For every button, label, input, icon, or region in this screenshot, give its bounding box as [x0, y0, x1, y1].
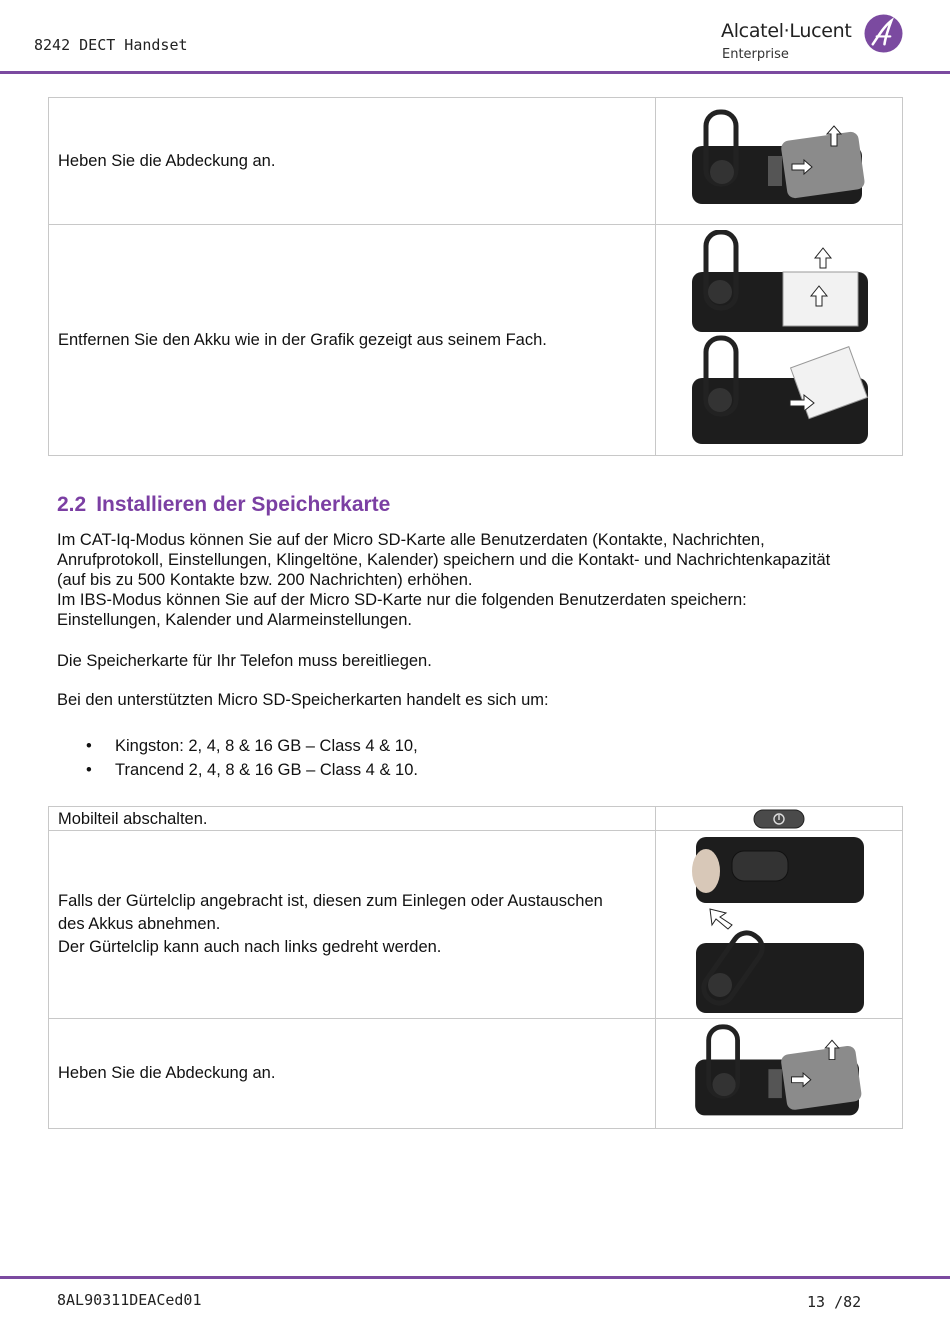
- paragraph-line: (auf bis zu 500 Kontakte bzw. 200 Nachrichten) erhöhen.: [57, 571, 473, 589]
- step-text-line: des Akkus abnehmen.: [58, 915, 221, 933]
- step-text: Heben Sie die Abdeckung an.: [49, 1019, 656, 1129]
- section-number: 2.2: [57, 493, 87, 516]
- handset-cover-lift-image: [656, 98, 903, 225]
- step-text-line: Falls der Gürtelclip angebracht ist, diesen zum Einlegen oder Austauschen: [58, 892, 603, 910]
- step-text: Entfernen Sie den Akku wie in der Grafik gezeigt aus seinem Fach.: [49, 225, 656, 456]
- steps-table-1: [48, 97, 903, 456]
- document-title: 8242 DECT Handset: [34, 36, 188, 54]
- paragraph-line: Im IBS-Modus können Sie auf der Micro SD-Karte nur die folgenden Benutzerdaten speichern:: [57, 591, 747, 609]
- list-item: [86, 737, 418, 756]
- section-paragraph-2: Die Speicherkarte für Ihr Telefon muss bereitliegen.: [57, 652, 432, 670]
- section-title: Installieren der Speicherkarte: [96, 493, 391, 516]
- list-item-text: Kingston: 2, 4, 8 & 16 GB – Class 4 & 10,: [115, 737, 418, 755]
- step-text: Heben Sie die Abdeckung an.: [49, 98, 656, 225]
- page-number: 13 /82: [807, 1293, 862, 1311]
- bullet-icon: •: [86, 761, 92, 779]
- step-text: Mobilteil abschalten.: [49, 807, 656, 831]
- list-item-text: Trancend 2, 4, 8 & 16 GB – Class 4 & 10.: [115, 761, 418, 779]
- footer-rule: [0, 1276, 950, 1279]
- step-text-line: Der Gürtelclip kann auch nach links gedreht werden.: [58, 938, 442, 956]
- page-header: [0, 0, 950, 75]
- section-heading: [57, 493, 390, 517]
- table-row: [49, 1019, 903, 1129]
- alcatel-lucent-logo-icon: [864, 14, 903, 53]
- table-row: [49, 225, 903, 456]
- belt-clip-removal-image: [656, 831, 903, 1019]
- brand-name: Alcatel·Lucent: [721, 20, 852, 42]
- section-paragraph-3: Bei den unterstützten Micro SD-Speicherkarten handelt es sich um:: [57, 691, 549, 709]
- step-text: [49, 831, 656, 1019]
- steps-table-2: [48, 806, 903, 1129]
- paragraph-line: Im CAT-Iq-Modus können Sie auf der Micro SD-Karte alle Benutzerdaten (Kontakte, Nachrichten,: [57, 531, 765, 549]
- paragraph-line: Einstellungen, Kalender und Alarmeinstellungen.: [57, 611, 412, 629]
- table-row: [49, 98, 903, 225]
- document-reference: 8AL90311DEACed01: [57, 1291, 202, 1309]
- battery-removal-image: [656, 225, 903, 456]
- section-paragraph-1: [57, 530, 907, 630]
- table-row: [49, 831, 903, 1019]
- header-rule: [0, 71, 950, 74]
- power-button-image: [656, 807, 903, 831]
- list-item: [86, 761, 418, 780]
- bullet-icon: •: [86, 737, 92, 755]
- brand-subtitle: Enterprise: [722, 47, 789, 62]
- paragraph-line: Anrufprotokoll, Einstellungen, Klingeltöne, Kalender) speichern und die Kontakt- und Nachrichtenkapazität: [57, 551, 831, 569]
- table-row: [49, 807, 903, 831]
- handset-cover-lift-image: [656, 1019, 903, 1129]
